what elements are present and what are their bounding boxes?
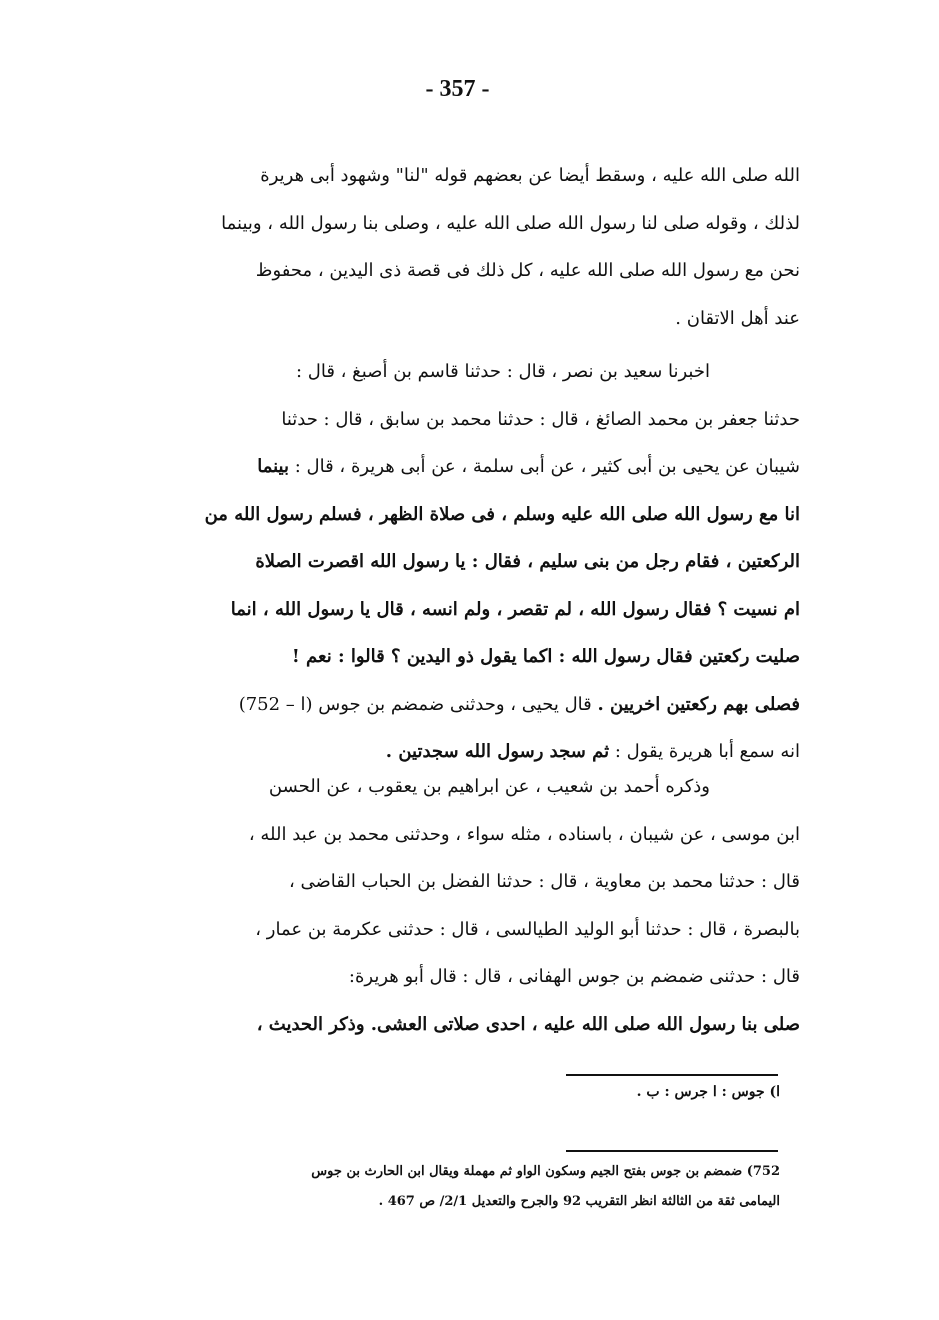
text-span: قال : حدثنا محمد بن معاوية ، قال : حدثنا الفضل بن الحباب القاضى ، <box>288 871 800 892</box>
paragraph-3 <box>118 763 800 1048</box>
bold-text-span: الركعتين ، فقام رجل من بنى سليم ، فقال : يا رسول الله اقصرت الصلاة <box>255 551 800 572</box>
text-line <box>118 906 800 954</box>
text-line <box>118 586 800 634</box>
text-span: قال يحيى ، وحدثنى ضمضم بن جوس (ا – 752) <box>238 693 592 715</box>
paragraph-2 <box>118 348 800 776</box>
bold-text-span: صلى بنا رسول الله صلى الله عليه ، احدى صلاتى العشى. وذكر الحديث ، <box>256 1013 800 1035</box>
text-line <box>118 953 800 1001</box>
paragraph-1 <box>118 152 800 342</box>
bold-text-span: ثم سجد رسول الله سجدتين . <box>385 741 610 762</box>
text-line: نحن مع رسول الله صلى الله عليه ، كل ذلك فى قصة ذى اليدين ، محفوظ <box>255 260 800 281</box>
text-line <box>118 396 800 444</box>
text-line <box>118 348 800 396</box>
text-line <box>118 763 800 811</box>
text-line <box>118 443 800 491</box>
text-line: لذلك ، وقوله صلى لنا رسول الله صلى الله عليه ، وصلى بنا رسول الله ، وبينما <box>221 212 800 234</box>
bold-text-span: فصلى بهم ركعتين اخريين . <box>597 693 800 715</box>
bold-text-span: صليت ركعتين فقال رسول الله : اكما يقول ذو اليدين ؟ قالوا : نعم ! <box>291 646 800 667</box>
footnote-biography <box>100 1157 780 1217</box>
text-span: شيبان عن يحيى بن أبى كثير ، عن أبى سلمة ، عن أبى هريرة ، قال : <box>294 456 800 477</box>
text-line <box>118 858 800 906</box>
footnote-variant: ا) جوس : ا جرس : ب . <box>636 1084 780 1100</box>
text-line <box>118 1001 800 1049</box>
text-span: وذكره أحمد بن شعيب ، عن ابراهيم بن يعقوب ، عن الحسن <box>268 776 710 797</box>
text-line: عند أهل الاتقان . <box>675 307 800 329</box>
text-line: الله صلى الله عليه ، وسقط أيضا عن بعضهم قوله "لنا" وشهود أبى هريرة <box>260 165 800 186</box>
footnote-line: 752) ضمضم بن جوس بفتح الجيم وسكون الواو ثم مهملة ويقال ابن الحارث بن جوس <box>311 1164 780 1179</box>
text-span: حدثنا جعفر بن محمد الصائغ ، قال : حدثنا محمد بن سابق ، قال : حدثنا <box>281 408 800 430</box>
text-span: بالبصرة ، قال : حدثنا أبو الوليد الطيالسى ، قال : حدثنى عكرمة بن عمار ، <box>255 918 800 940</box>
footnote-divider <box>566 1074 778 1076</box>
text-line <box>118 811 800 859</box>
text-line <box>118 491 800 539</box>
page-number: - 357 - <box>425 76 490 102</box>
footnote-line: اليمامى ثقة من الثالثة انظر التقريب 92 والجرح والتعديل 2/1/ ص 467 . <box>378 1194 780 1209</box>
text-line <box>118 633 800 681</box>
bold-text-span: انا مع رسول الله صلى الله عليه وسلم ، فى صلاة الظهر ، فسلم رسول الله من <box>204 503 800 525</box>
text-line <box>118 538 800 586</box>
text-line <box>118 681 800 729</box>
text-span: قال : حدثنى ضمضم بن جوس الهفانى ، قال : قال أبو هريرة: <box>348 966 800 987</box>
bold-text-span: بينما <box>257 456 289 477</box>
text-span: ابن موسى ، عن شيبان ، باسناده ، مثله سواء ، وحدثنى محمد بن عبد الله ، <box>248 823 800 845</box>
bold-text-span: ام نسيت ؟ فقال رسول الله ، لم تقصر ، ولم انسه ، قال يا رسول الله ، انما <box>230 598 800 620</box>
text-span: انه سمع أبا هريرة يقول : <box>614 741 800 762</box>
text-span: اخبرنا سعيد بن نصر ، قال : حدثنا قاسم بن أصبغ ، قال : <box>295 361 710 382</box>
footnote-divider <box>566 1150 778 1152</box>
